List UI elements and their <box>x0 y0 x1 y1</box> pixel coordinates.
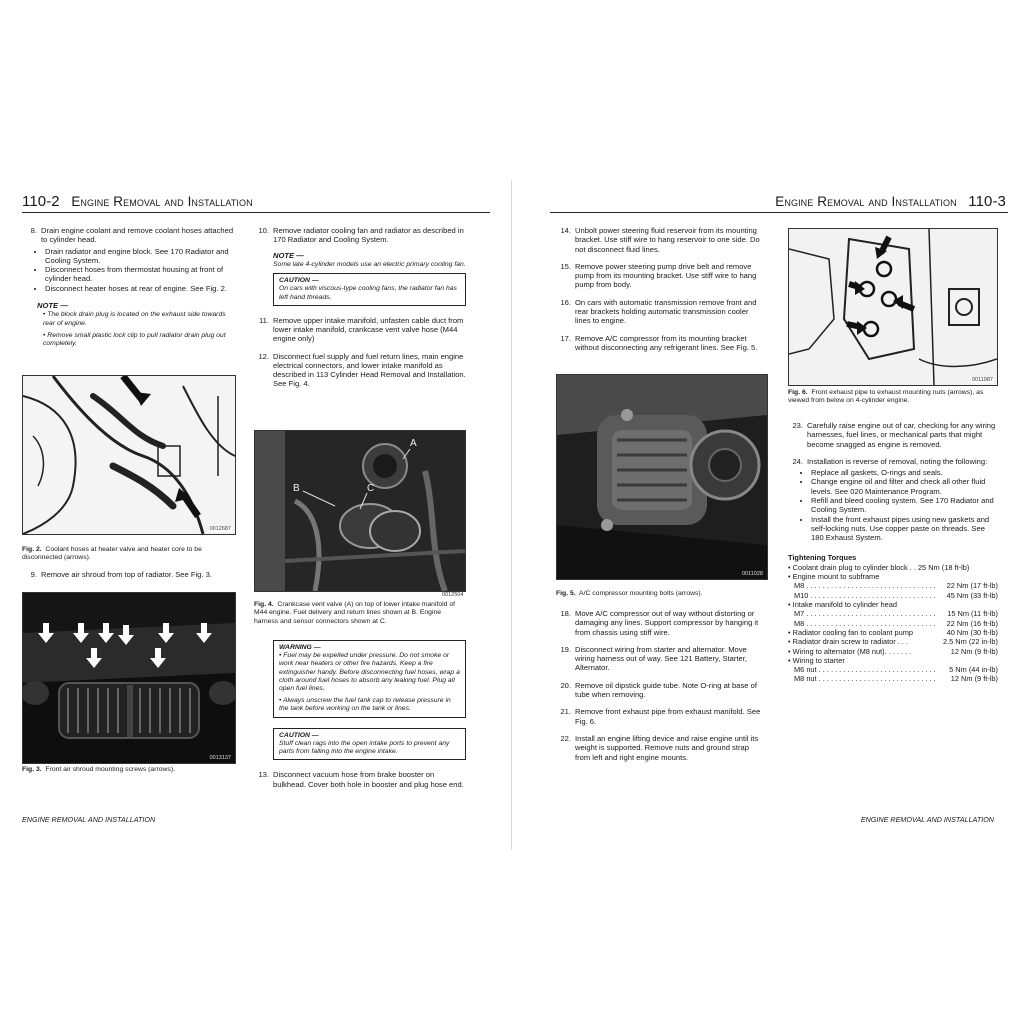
note-heading: NOTE — <box>37 301 68 311</box>
list-item: • Drain radiator and engine block. See 170 Radiator and Cooling System. <box>45 247 234 266</box>
figure-4-caption: Fig. 4. Crankcase vent valve (A) on top of lower intake manifold of M44 engine. Fuel delivery and return lines shown at B. Engine harness and sensor connectors shown at C. <box>254 601 455 625</box>
right-column-1-top <box>556 226 766 352</box>
figure-6-id: 0011987 <box>971 377 993 383</box>
torque-value: 15 Nm (11 ft-lb) <box>947 609 998 619</box>
torque-row <box>788 572 998 581</box>
step-24: 24. Installation is reverse of removal, noting the following: <box>792 456 988 466</box>
step-23: 23. Carefully raise engine out of car, checking for any wiring harnesses, fuel lines, or mechanical parts that might become snagged as engine is removed. <box>792 421 996 449</box>
torque-label: • Radiator drain screw to radiator . . . <box>788 637 909 647</box>
note-block-1 <box>22 301 234 348</box>
figure-4-label-b: B <box>293 483 300 494</box>
list-item: • Install the front exhaust pipes using new gaskets and self-locking nuts. Use copper paste on threads. See 180 Exhaust System. <box>811 515 998 543</box>
note-item: • The block drain plug is located on the exhaust side towards rear of engine. <box>43 311 226 327</box>
figure-4-id: 0012504 <box>442 592 464 598</box>
caution-heading: CAUTION — <box>279 731 319 739</box>
right-page-header <box>775 193 1006 210</box>
torque-label: • Engine mount to subframe <box>788 572 880 582</box>
note-item: • Remove small plastic lock clip to pull radiator drain plug out completely. <box>43 331 226 347</box>
torque-row <box>788 637 998 646</box>
figure-5-caption: Fig. 5. A/C compressor mounting bolts (arrows). <box>556 590 703 597</box>
list-item: • Disconnect hoses from thermostat housing at front of cylinder head. <box>45 265 234 284</box>
torque-value: 5 Nm (44 in-lb) <box>949 665 998 675</box>
caution-heading: CAUTION — <box>279 277 319 285</box>
figure-3-caption: Fig. 3. Front air shroud mounting screws (arrows). <box>22 766 175 773</box>
warning-item: • Fuel may be expelled under pressure. Do not smoke or work near heaters or other fire hazards. Keep a fire extinguisher handy. Before disconnecting fuel hoses, wrap a cloth around fuel hoses to absorb any leaking fuel. Plug all open fuel lines. <box>279 652 460 693</box>
figure-4-image <box>254 430 466 592</box>
torque-label: M7 . . . . . . . . . . . . . . . . . . . . . . . . . . . . . . . . <box>794 609 936 619</box>
figure-2-caption: Fig. 2. Coolant hoses at heater valve and heater core to be disconnected (arrows). <box>22 546 202 562</box>
torque-value: 2.5 Nm (22 in-lb) <box>942 637 998 647</box>
torque-label: M6 nut . . . . . . . . . . . . . . . . . . . . . . . . . . . . . <box>794 665 936 675</box>
torque-label: • Intake manifold to cylinder head <box>788 600 897 610</box>
figure-5-id: 0011028 <box>741 571 763 577</box>
left-page-footer: ENGINE REMOVAL AND INSTALLATION <box>22 815 156 824</box>
torque-label: • Coolant drain plug to cylinder block . . 25 Nm (18 ft-lb) <box>788 562 970 572</box>
step-12: 12. Disconnect fuel supply and fuel return lines, main engine electrical connectors, and lower intake manifold as described in 113 Cylinder Head Removal and Installation. See Fig. 4. <box>258 351 466 389</box>
torque-row <box>788 600 998 609</box>
step-17: 17. Remove A/C compressor from its mounting bracket without disconnecting any refrigerant lines. See Fig. 5. <box>560 333 758 352</box>
right-column-2 <box>788 421 998 684</box>
step-11: 11. Remove upper intake manifold, unfasten cable duct from lower intake manifold, crankcase vent valve hose (M44 engine only) <box>259 315 464 344</box>
left-step-9 <box>22 570 234 579</box>
left-page-number: 110-2 <box>22 193 60 210</box>
step-16: 16. On cars with automatic transmission remove front and rear brackets holding automatic transmission cooler lines to engine. <box>560 297 757 326</box>
list-item: • Refill and bleed cooling system. See 170 Radiator and Cooling System. <box>811 496 998 515</box>
torques-heading: Tightening Torques <box>788 552 857 562</box>
step-18: 18. Move A/C compressor out of way without distorting or damaging any lines. Support compressor by hanging it from chassis using stiff wire. <box>560 609 759 637</box>
torque-label: M8 . . . . . . . . . . . . . . . . . . . . . . . . . . . . . . . . <box>794 581 936 591</box>
right-page <box>512 0 1024 1024</box>
left-page-title: Engine Removal and Installation <box>71 194 253 209</box>
torque-row <box>788 665 998 674</box>
caution-text: On cars with viscous-type cooling fans, the radiator fan has left hand threads. <box>279 285 457 301</box>
figure-4-label-c: C <box>367 483 375 494</box>
left-header-rule <box>22 212 490 213</box>
torque-value: 22 Nm (16 ft-lb) <box>946 618 998 628</box>
step-13: 13. Disconnect vacuum hose from brake booster on bulkhead. Cover both hole in booster and plug hose end. <box>258 770 464 789</box>
figure-6-caption: Fig. 6. Front exhaust pipe to exhaust mounting nuts (arrows), as viewed from below on 4-cylinder engine. <box>788 389 984 405</box>
step-24-bullets <box>803 468 998 542</box>
figure-3-id: 0013137 <box>209 755 231 761</box>
step-20: 20. Remove oil dipstick guide tube. Note O-ring at base of tube when removing. <box>560 680 757 700</box>
caution-box-1 <box>273 273 466 306</box>
torque-row <box>788 591 998 600</box>
torque-row <box>788 581 998 590</box>
torque-label: • Wiring to starter <box>788 655 845 665</box>
step-9: 9. Remove air shroud from top of radiator. See Fig. 3. <box>30 570 212 579</box>
warning-item: • Always unscrew the fuel tank cap to release pressure in the tank before working on the tank or lines. <box>279 697 451 713</box>
torque-value: 45 Nm (33 ft-lb) <box>946 590 998 600</box>
list-item: • Replace all gaskets, O-rings and seals. <box>811 468 998 477</box>
right-page-title: Engine Removal and Installation <box>775 194 957 209</box>
note-block-2 <box>254 251 466 306</box>
figure-2-id: 0012687 <box>209 526 231 532</box>
step-21: 21. Remove front exhaust pipe from exhaust manifold. See Fig. 6. <box>560 707 761 726</box>
list-item: • Disconnect heater hoses at rear of engine. See Fig. 2. <box>45 284 234 293</box>
torque-value: 22 Nm (17 ft-lb) <box>946 581 998 591</box>
left-page-header <box>22 193 253 210</box>
torque-label: M10 . . . . . . . . . . . . . . . . . . . . . . . . . . . . . . . <box>794 590 936 600</box>
torque-label: • Wiring to alternator (M8 nut). . . . . . . <box>788 646 912 656</box>
figure-6-image <box>788 228 998 386</box>
right-column-1-bottom <box>556 609 766 762</box>
figure-5-image <box>556 374 768 580</box>
step-8: 8. Drain engine coolant and remove coolant hoses attached to cylinder head. <box>30 226 234 245</box>
left-column-2-bottom <box>254 636 466 789</box>
note-text: Some late 4-cylinder models use an electric primary cooling fan. <box>273 260 466 268</box>
step-22: 22. Install an engine lifting device and raise engine until its weight is supported. Remove nuts and ground strap from left and right engine mounts. <box>560 733 759 762</box>
torque-row <box>788 628 998 637</box>
torque-label: M8 . . . . . . . . . . . . . . . . . . . . . . . . . . . . . . . . <box>794 618 936 628</box>
warning-heading: WARNING — <box>279 644 321 651</box>
torque-value: 12 Nm (9 ft-lb) <box>950 646 998 656</box>
tightening-torques <box>788 553 998 684</box>
left-column-1 <box>22 226 234 352</box>
step-15: 15. Remove power steering pump drive belt and remove pump from its mounting bracket. Use stiff wire to hang pump from body. <box>560 261 757 290</box>
torque-row <box>788 647 998 656</box>
figure-3-image <box>22 592 236 764</box>
step-14: 14. Unbolt power steering fluid reservoir from its mounting bracket. Use stiff wire to hang reservoir to one side. Do not disconnect fluid lines. <box>560 226 760 254</box>
right-page-footer: ENGINE REMOVAL AND INSTALLATION <box>860 815 994 824</box>
left-column-2-top <box>254 226 466 389</box>
figure-4-label-a: A <box>410 438 417 449</box>
torque-row <box>788 619 998 628</box>
torque-row <box>788 656 998 665</box>
warning-box <box>273 640 466 718</box>
torque-row <box>788 674 998 683</box>
torque-value: 40 Nm (30 ft-lb) <box>946 627 998 637</box>
caution-box-2 <box>273 728 466 761</box>
note-heading: NOTE — <box>273 250 304 260</box>
caution-text: Stuff clean rags into the open intake ports to prevent any parts from falling into the engine intake. <box>279 739 450 756</box>
figure-2-image <box>22 375 236 535</box>
torque-label: • Radiator cooling fan to coolant pump <box>788 627 914 637</box>
step-19: 19. Disconnect wiring from starter and alternator. Move wiring harness out of way. See 121 Battery, Starter, Alternator. <box>560 644 747 673</box>
torque-row <box>788 563 998 572</box>
torque-row <box>788 609 998 618</box>
torque-table <box>788 563 998 684</box>
right-page-number: 110-3 <box>968 193 1006 210</box>
step-10: 10. Remove radiator cooling fan and radiator as described in 170 Radiator and Cooling System. <box>258 226 464 245</box>
torque-label: M8 nut . . . . . . . . . . . . . . . . . . . . . . . . . . . . . <box>794 674 936 684</box>
list-item: • Change engine oil and filter and check all other fluid levels. See 020 Maintenance Program. <box>811 477 998 496</box>
right-header-rule <box>550 212 1008 213</box>
torque-value: 12 Nm (9 ft-lb) <box>950 674 998 684</box>
step-8-bullets <box>37 247 234 293</box>
